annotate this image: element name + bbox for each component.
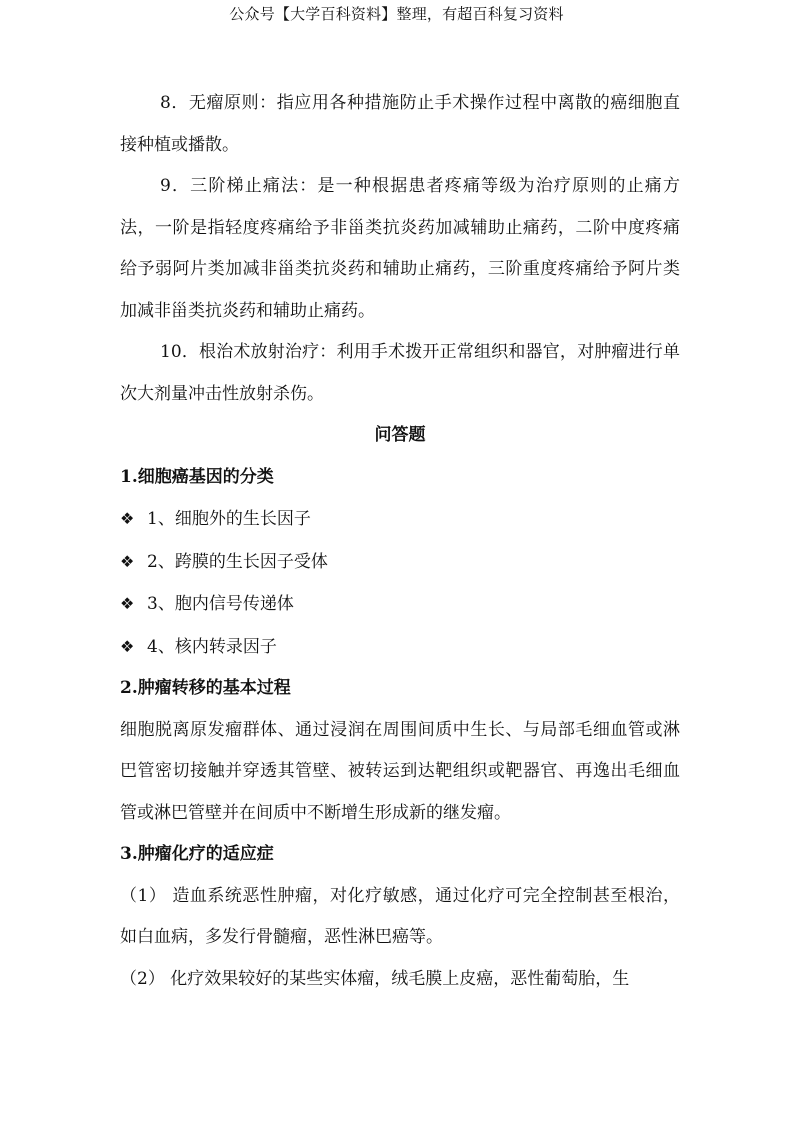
list-item — [120, 498, 680, 541]
question-3-item-2: （2） 化疗效果较好的某些实体瘤，绒毛膜上皮癌，恶性葡萄胎，生 — [120, 968, 630, 989]
diamond-bullet-icon: ❖ — [120, 551, 135, 571]
question-2-title: 2.肿瘤转移的基本过程 — [120, 678, 291, 698]
list-item-text: 4、核内转录因子 — [147, 636, 277, 657]
question-2-answer: 细胞脱离原发瘤群体、通过浸润在周围间质中生长、与局部毛细血管或淋巴管密切接触并穿透其管壁、被转运到达靶组织或靶器官、再逸出毛细血管或淋巴管壁并在间质中不断增生形成新的继发瘤。 — [120, 719, 680, 823]
diamond-bullet-icon: ❖ — [120, 636, 135, 656]
question-3-title: 3.肿瘤化疗的适应症 — [120, 844, 274, 864]
document-body — [120, 83, 680, 1000]
diamond-bullet-icon: ❖ — [120, 509, 135, 528]
question-1-title: 1.细胞癌基因的分类 — [120, 466, 274, 487]
definition-9: 9．三阶梯止痛法：是一种根据患者疼痛等级为治疗原则的止痛方法，一阶是指轻度疼痛给予非甾类抗炎药加减辅助止痛药，二阶中度疼痛给予弱阿片类加减非甾类抗炎药和辅助止痛药，三阶重度疼痛给予阿片类加减非甾类抗炎药和辅助止痛药。 — [120, 176, 680, 321]
question-3-item-1: （1） 造血系统恶性肿瘤，对化疗敏感，通过化疗可完全控制甚至根治，如白血病，多发行骨髓瘤，恶性淋巴癌等。 — [120, 885, 680, 947]
page-header: 公众号【大学百科资料】整理，有超百科复习资料 — [229, 5, 564, 23]
list-item — [120, 583, 680, 626]
section-title: 问答题 — [374, 425, 426, 445]
diamond-bullet-icon: ❖ — [120, 594, 135, 613]
definition-10: 10．根治术放射治疗：利用手术拨开正常组织和器官，对肿瘤进行单次大剂量冲击性放射杀伤。 — [120, 342, 680, 404]
list-item-text: 3、胞内信号传递体 — [147, 594, 294, 614]
list-item — [120, 626, 680, 669]
list-item — [120, 541, 680, 584]
list-item-text: 1、细胞外的生长因子 — [147, 509, 311, 529]
list-item-text: 2、跨膜的生长因子受体 — [147, 551, 328, 572]
definition-8: 8．无瘤原则：指应用各种措施防止手术操作过程中离散的癌细胞直接种植或播散。 — [120, 93, 680, 155]
